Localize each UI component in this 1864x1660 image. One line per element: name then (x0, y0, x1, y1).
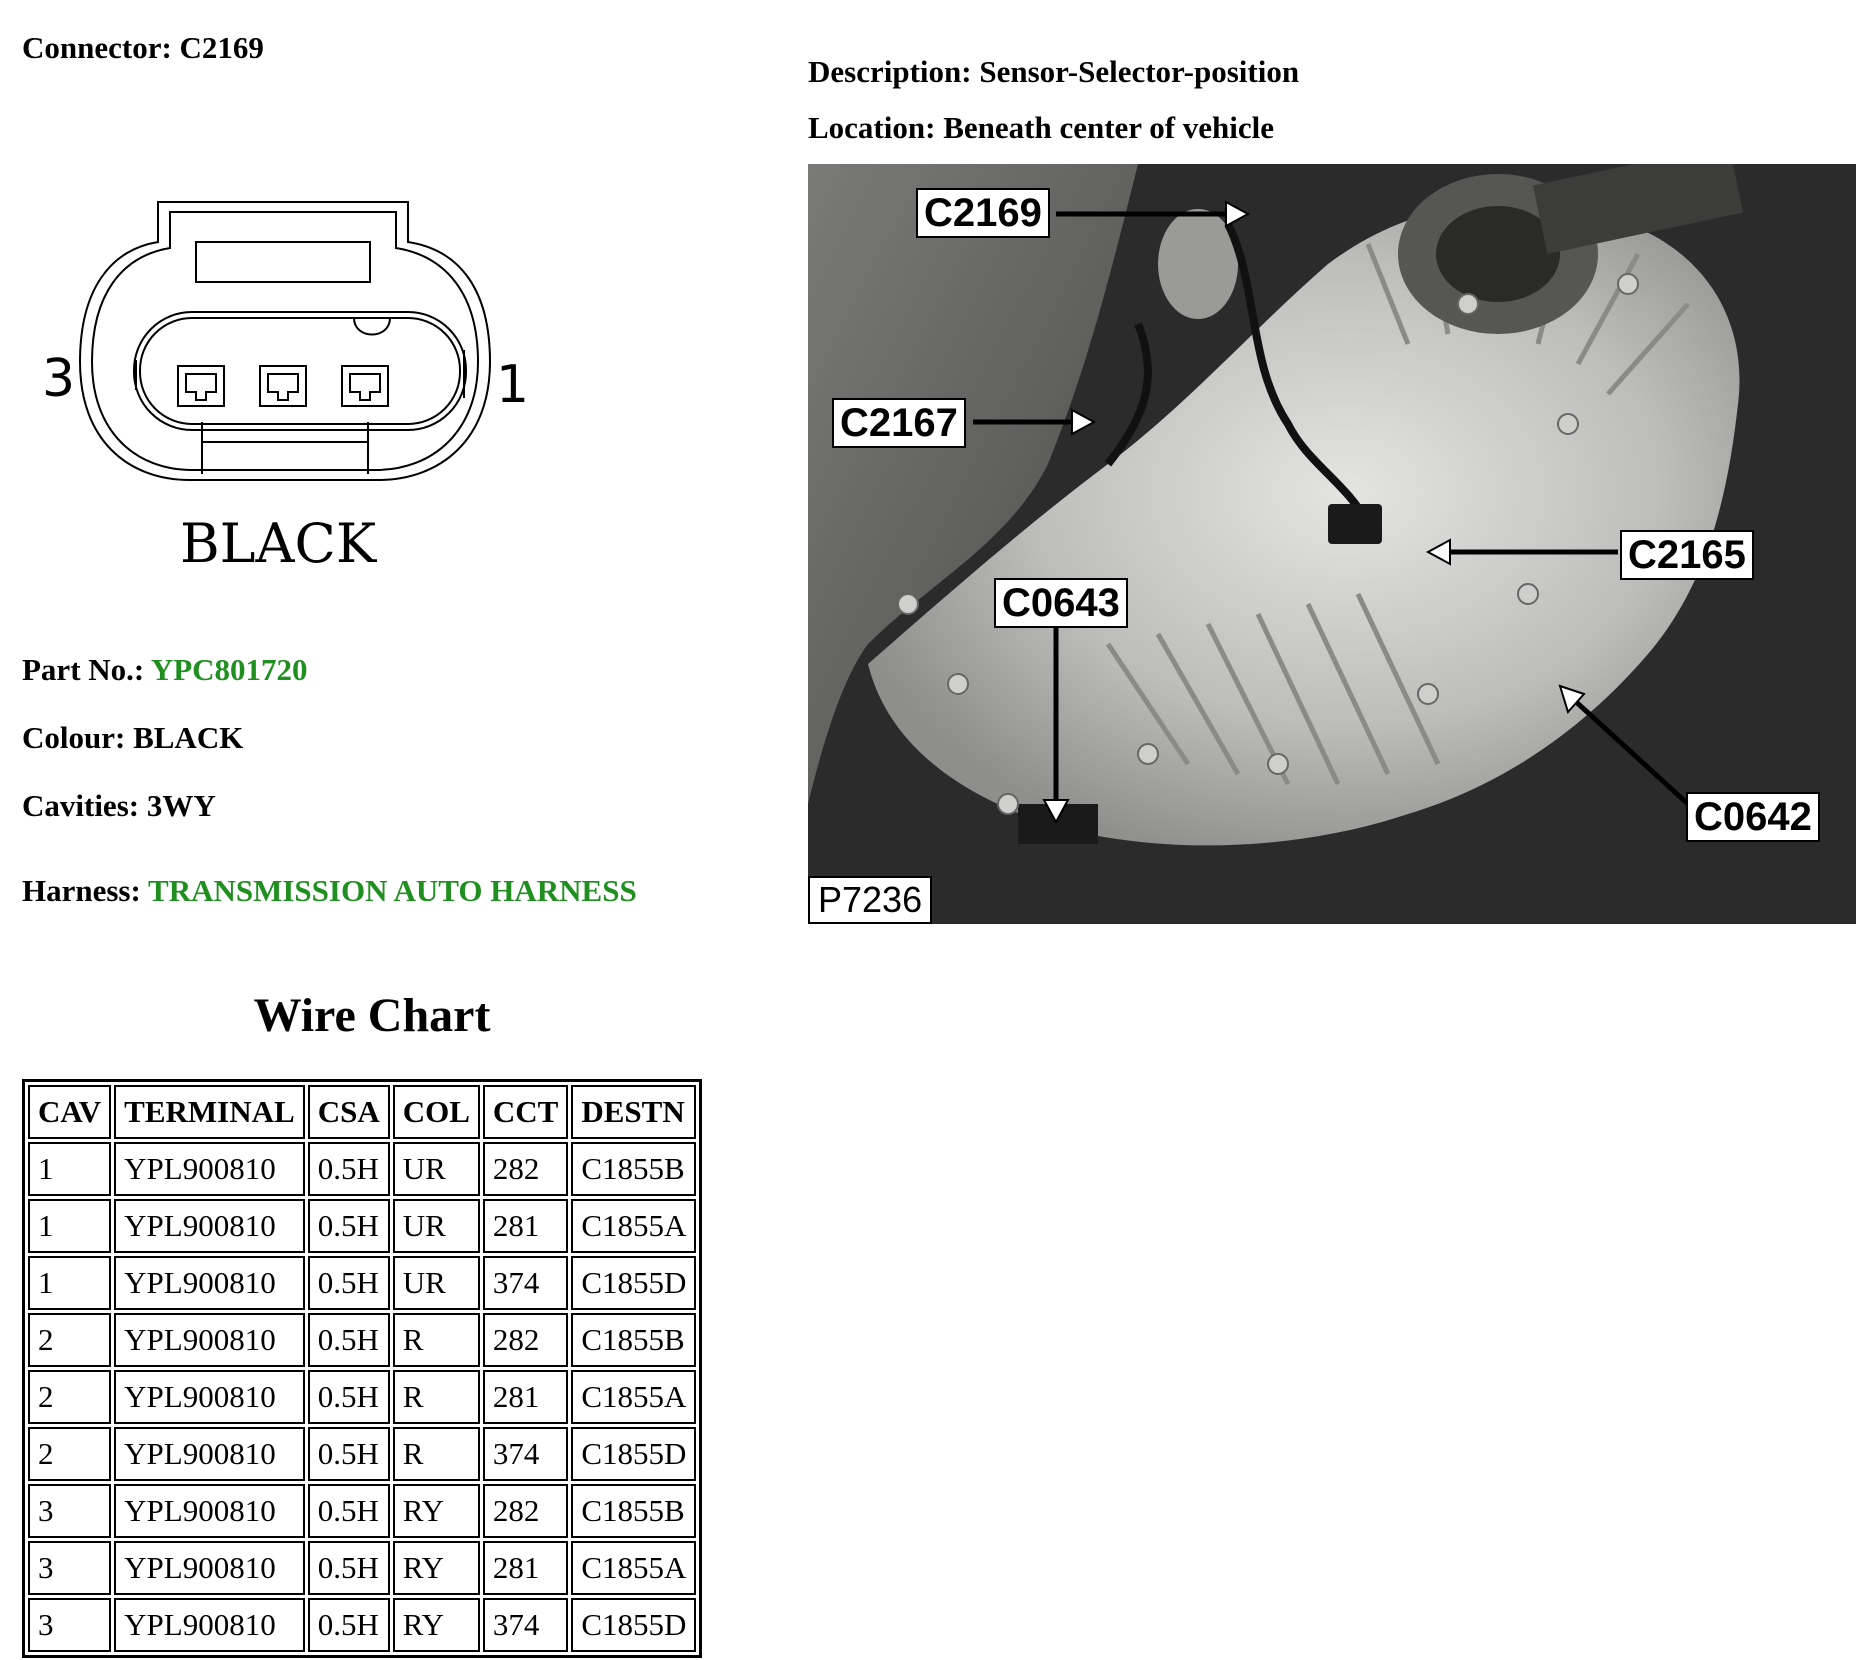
cell-cav: 3 (28, 1598, 111, 1652)
table-row (28, 1370, 696, 1424)
cell-destn: C1855B (571, 1484, 696, 1538)
table-header-row (28, 1085, 696, 1139)
cell-cav: 2 (28, 1313, 111, 1367)
cavities-line (22, 788, 216, 824)
cell-terminal: YPL900810 (114, 1484, 305, 1538)
cell-col: UR (393, 1199, 480, 1253)
photo-reference-code: P7236 (808, 876, 932, 924)
cell-terminal: YPL900810 (114, 1199, 305, 1253)
cell-cav: 3 (28, 1541, 111, 1595)
cell-col: R (393, 1370, 480, 1424)
description-label: Description: (808, 54, 972, 89)
cell-destn: C1855B (571, 1142, 696, 1196)
cell-terminal: YPL900810 (114, 1256, 305, 1310)
cell-csa: 0.5H (308, 1484, 390, 1538)
cell-cav: 3 (28, 1484, 111, 1538)
cell-cct: 282 (483, 1313, 568, 1367)
callout-c2165: C2165 (1620, 530, 1754, 580)
header-col: COL (393, 1085, 480, 1139)
cell-cav: 1 (28, 1199, 111, 1253)
cell-col: RY (393, 1598, 480, 1652)
cell-col: R (393, 1427, 480, 1481)
cell-cct: 281 (483, 1541, 568, 1595)
cell-cct: 281 (483, 1370, 568, 1424)
part-no-label: Part No.: (22, 652, 145, 687)
callout-c2169: C2169 (916, 188, 1050, 238)
wire-chart-table (22, 1079, 702, 1658)
cell-col: UR (393, 1142, 480, 1196)
cell-csa: 0.5H (308, 1541, 390, 1595)
cell-cct: 282 (483, 1484, 568, 1538)
colour-label: Colour: (22, 720, 126, 755)
table-row (28, 1598, 696, 1652)
cell-cav: 1 (28, 1256, 111, 1310)
pin-3-label: 3 (42, 349, 76, 409)
terminal-1 (342, 366, 388, 406)
connector-face-diagram (30, 190, 530, 580)
location-photo (808, 164, 1856, 924)
cell-terminal: YPL900810 (114, 1598, 305, 1652)
table-row (28, 1484, 696, 1538)
cell-destn: C1855A (571, 1199, 696, 1253)
cell-csa: 0.5H (308, 1256, 390, 1310)
cell-terminal: YPL900810 (114, 1427, 305, 1481)
cell-cct: 374 (483, 1598, 568, 1652)
cell-destn: C1855D (571, 1256, 696, 1310)
cell-col: RY (393, 1541, 480, 1595)
cell-cct: 374 (483, 1427, 568, 1481)
harness-line (22, 873, 637, 909)
terminal-3 (178, 366, 224, 406)
cell-col: UR (393, 1256, 480, 1310)
cell-cav: 2 (28, 1427, 111, 1481)
table-row (28, 1142, 696, 1196)
cell-destn: C1855A (571, 1541, 696, 1595)
connector-id: C2169 (179, 30, 264, 65)
location-value: Beneath center of vehicle (943, 110, 1275, 145)
cell-terminal: YPL900810 (114, 1142, 305, 1196)
cell-csa: 0.5H (308, 1199, 390, 1253)
callout-c0643: C0643 (994, 578, 1128, 628)
cell-csa: 0.5H (308, 1370, 390, 1424)
cell-cct: 282 (483, 1142, 568, 1196)
terminal-2 (260, 366, 306, 406)
location-label: Location: (808, 110, 936, 145)
description-value: Sensor-Selector-position (979, 54, 1300, 89)
connector-line (22, 30, 264, 66)
cell-terminal: YPL900810 (114, 1313, 305, 1367)
cell-terminal: YPL900810 (114, 1370, 305, 1424)
harness-label: Harness: (22, 873, 141, 908)
cell-destn: C1855D (571, 1427, 696, 1481)
cell-cav: 2 (28, 1370, 111, 1424)
location-line (808, 110, 1274, 146)
cell-csa: 0.5H (308, 1313, 390, 1367)
cell-csa: 0.5H (308, 1598, 390, 1652)
harness-link[interactable]: TRANSMISSION AUTO HARNESS (148, 873, 637, 908)
cell-cct: 281 (483, 1199, 568, 1253)
header-csa: CSA (308, 1085, 390, 1139)
description-line (808, 54, 1299, 90)
header-cct: CCT (483, 1085, 568, 1139)
cavities-label: Cavities: (22, 788, 140, 823)
cell-col: RY (393, 1484, 480, 1538)
cell-col: R (393, 1313, 480, 1367)
cell-destn: C1855B (571, 1313, 696, 1367)
connector-color-label: BLACK (180, 512, 377, 575)
table-row (28, 1313, 696, 1367)
callout-c2167: C2167 (832, 398, 966, 448)
cell-csa: 0.5H (308, 1142, 390, 1196)
table-row (28, 1427, 696, 1481)
cell-terminal: YPL900810 (114, 1541, 305, 1595)
wire-chart-title: Wire Chart (253, 989, 491, 1042)
header-destn: DESTN (571, 1085, 696, 1139)
table-row (28, 1541, 696, 1595)
cell-cct: 374 (483, 1256, 568, 1310)
colour-line (22, 720, 243, 756)
cavities-value: 3WY (146, 788, 216, 823)
part-no-line (22, 652, 308, 688)
cell-cav: 1 (28, 1142, 111, 1196)
header-terminal: TERMINAL (114, 1085, 305, 1139)
pin-1-label: 1 (496, 355, 530, 415)
connector-label: Connector: (22, 30, 172, 65)
part-no-link[interactable]: YPC801720 (150, 652, 308, 687)
callout-c0642: C0642 (1686, 792, 1820, 842)
cell-csa: 0.5H (308, 1427, 390, 1481)
header-cav: CAV (28, 1085, 111, 1139)
cell-destn: C1855A (571, 1370, 696, 1424)
table-row (28, 1199, 696, 1253)
colour-value: BLACK (133, 720, 244, 755)
cell-destn: C1855D (571, 1598, 696, 1652)
table-row (28, 1256, 696, 1310)
